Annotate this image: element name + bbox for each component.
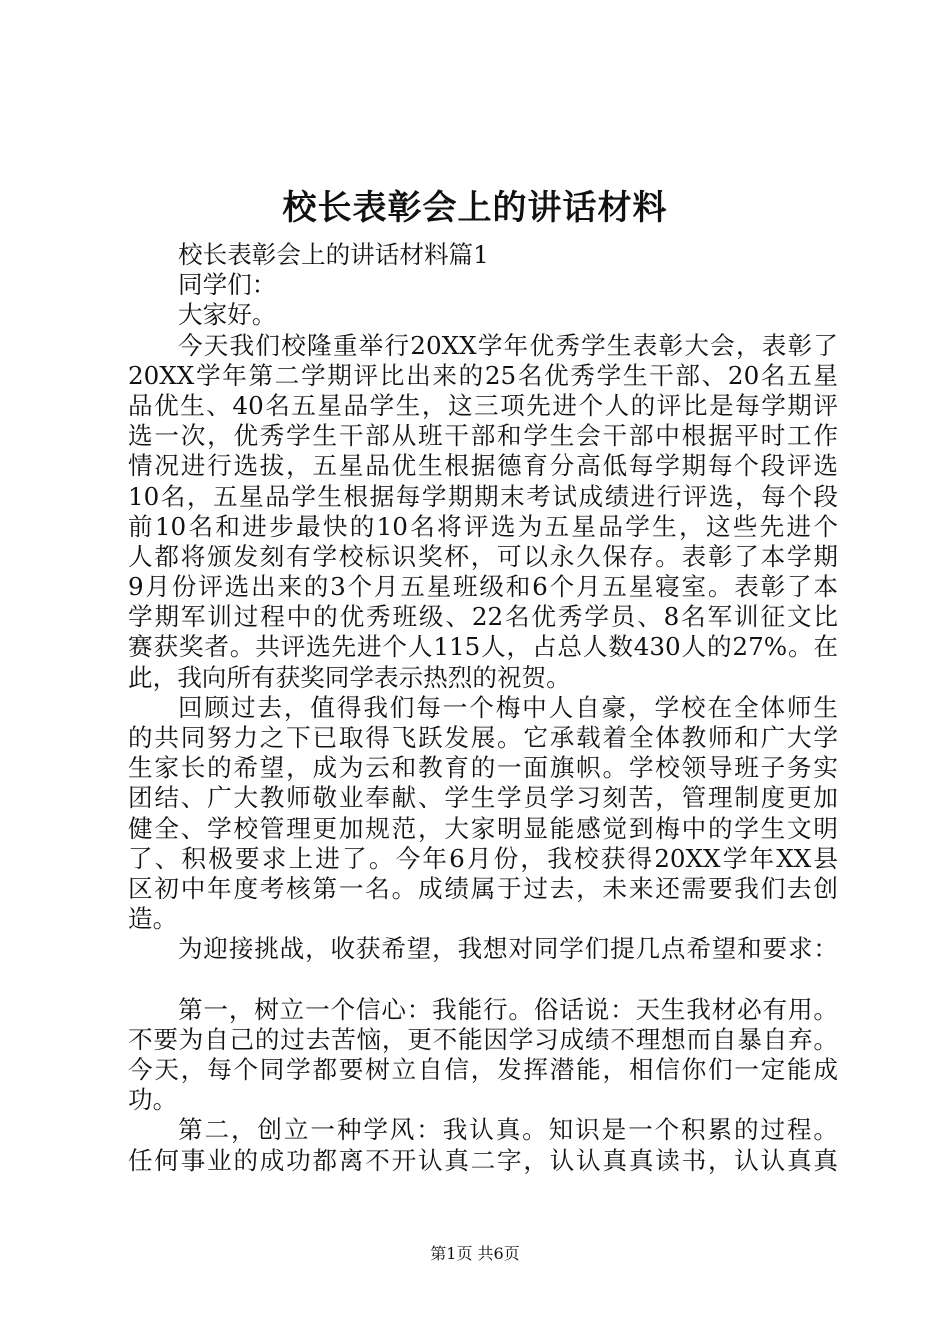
text-line: 区初中年度考核第一名。成绩属于过去，未来还需要我们去创	[128, 873, 838, 903]
text-line: 的共同努力之下已取得飞跃发展。它承载着全体教师和广大学	[128, 723, 838, 752]
text-line: 了、积极要求上进了。今年6月份，我校获得20XX学年XX县	[128, 843, 838, 873]
text-line: 不要为自己的过去苦恼，更不能因学习成绩不理想而自暴自弃。	[128, 1024, 838, 1054]
text-line: 赛获奖者。共评选先进个人115人，占总人数430人的27%。在	[128, 632, 838, 662]
document-title: 校长表彰会上的讲话材料	[282, 188, 668, 228]
text-line: 第二，创立一种学风：我认真。知识是一个积累的过程。	[178, 1115, 838, 1145]
text-line: 10名，五星品学生根据每学期期末考试成绩进行评选，每个段	[128, 481, 838, 511]
text-line: 此，我向所有获奖同学表示热烈的祝贺。	[128, 662, 571, 692]
blank-line	[128, 965, 838, 995]
text-line: 健全、学校管理更加规范，大家明显能感觉到梅中的学生文明	[128, 813, 838, 843]
text-line: 前10名和进步最快的10名将评选为五星品学生，这些先进个	[128, 511, 838, 541]
text-line: 校长表彰会上的讲话材料篇1	[178, 240, 489, 269]
text-line: 选一次，优秀学生干部从班干部和学生会干部中根据平时工作	[128, 421, 838, 451]
text-line: 学期军训过程中的优秀班级、22名优秀学员、8名军训征文比	[128, 602, 838, 632]
page-footer: 第1页 共6页	[430, 1244, 520, 1263]
text-line: 9月份评选出来的3个月五星班级和6个月五星寝室。表彰了本	[128, 572, 838, 602]
text-line: 为迎接挑战，收获希望，我想对同学们提几点希望和要求：	[178, 934, 838, 964]
text-line: 大家好。	[178, 300, 277, 330]
text-line: 今天我们校隆重举行20XX学年优秀学生表彰大会，表彰了	[178, 330, 838, 360]
text-line: 情况进行选拔，五星品优生根据德育分高低每学期每个段评选	[128, 451, 838, 481]
text-line: 团结、广大教师敬业奉献、学生学员学习刻苦，管理制度更加	[128, 783, 838, 813]
text-line: 同学们：	[178, 270, 277, 300]
document-body	[128, 240, 838, 1176]
text-line: 功。	[128, 1085, 178, 1115]
text-line: 任何事业的成功都离不开认真二字，认认真真读书，认认真真	[128, 1145, 838, 1175]
text-line: 20XX学年第二学期评比出来的25名优秀学生干部、20名五星	[128, 360, 838, 390]
text-line: 第一，树立一个信心：我能行。俗话说：天生我材必有用。	[178, 994, 838, 1024]
text-line: 生家长的希望，成为云和教育的一面旗帜。学校领导班子务实	[128, 753, 838, 783]
text-line: 造。	[128, 904, 178, 934]
text-line: 回顾过去，值得我们每一个梅中人自豪，学校在全体师生	[178, 692, 838, 722]
text-line: 今天，每个同学都要树立自信，发挥潜能，相信你们一定能成	[128, 1055, 838, 1085]
text-line: 人都将颁发刻有学校标识奖杯，可以永久保存。表彰了本学期	[128, 541, 838, 571]
text-line: 品优生、40名五星品学生，这三项先进个人的评比是每学期评	[128, 390, 838, 420]
